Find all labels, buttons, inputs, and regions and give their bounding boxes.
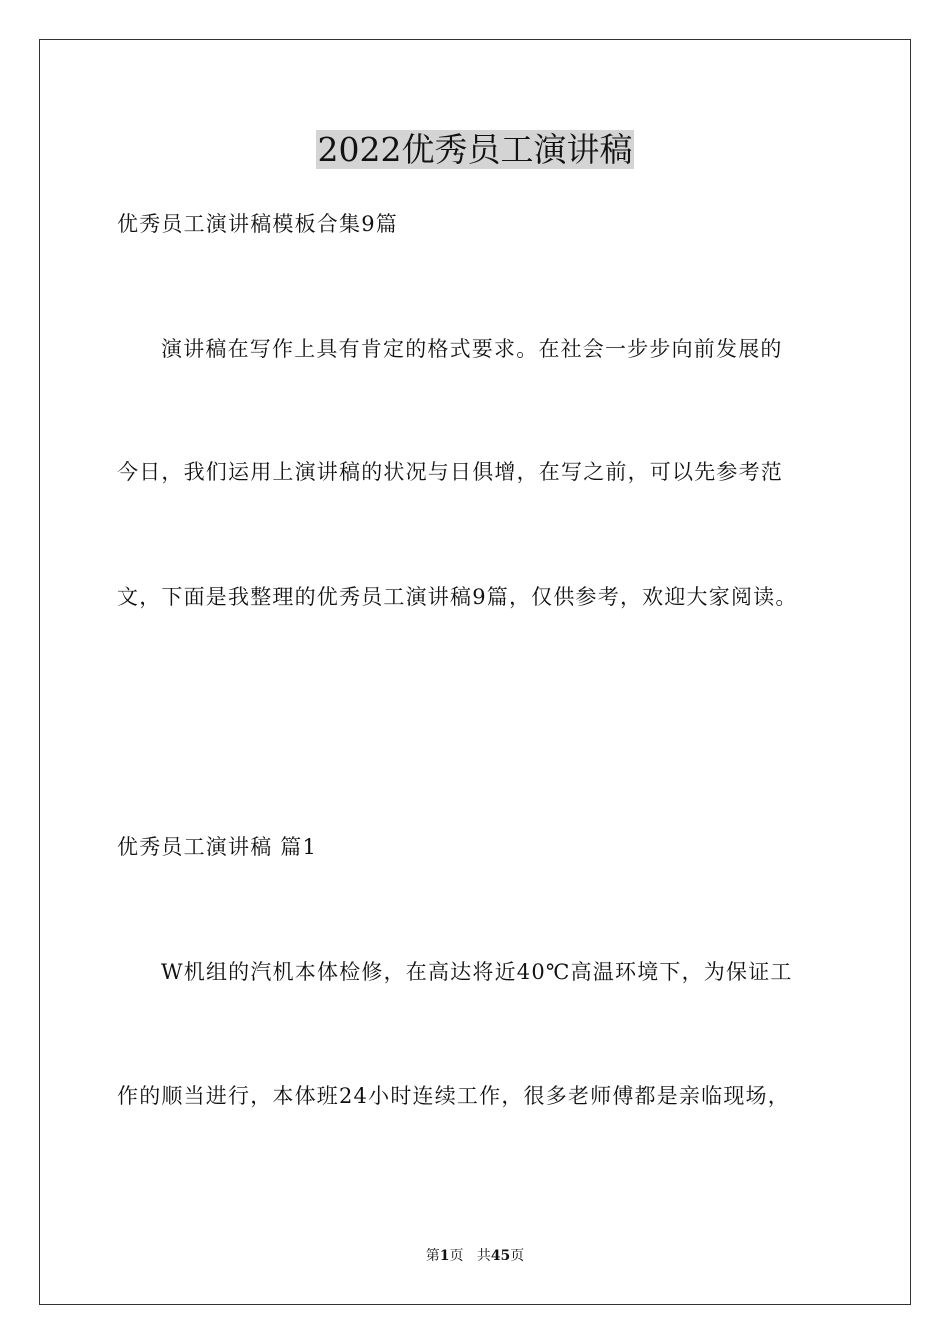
intro-paragraph-line-2: 今日，我们运用上演讲稿的状况与日俱增，在写之前，可以先参考范 xyxy=(117,460,783,484)
footer-total-suffix: 页 xyxy=(510,1248,525,1264)
section-1-line-2: 作的顺当进行，本体班24小时连续工作，很多老师傅都是亲临现场， xyxy=(117,1084,790,1108)
footer-page-suffix: 页 xyxy=(449,1248,464,1264)
footer-total-pages: 45 xyxy=(490,1248,511,1264)
section-heading-1: 优秀员工演讲稿 篇1 xyxy=(117,835,318,859)
intro-paragraph-line-3: 文，下面是我整理的优秀员工演讲稿9篇，仅供参考，欢迎大家阅读。 xyxy=(117,585,798,609)
section-1-line-1: W机组的汽机本体检修，在高达将近40℃高温环境下，为保证工 xyxy=(161,960,793,984)
page-footer xyxy=(0,1247,950,1265)
collection-subtitle: 优秀员工演讲稿模板合集9篇 xyxy=(117,212,398,236)
footer-page-number: 1 xyxy=(439,1248,450,1264)
document-title-text: 2022优秀员工演讲稿 xyxy=(317,130,633,169)
intro-paragraph-line-1: 演讲稿在写作上具有肯定的格式要求。在社会一步步向前发展的 xyxy=(161,337,783,361)
footer-page-prefix: 第 xyxy=(425,1248,440,1264)
footer-total-prefix: 共 xyxy=(476,1248,491,1264)
document-title xyxy=(0,128,950,172)
